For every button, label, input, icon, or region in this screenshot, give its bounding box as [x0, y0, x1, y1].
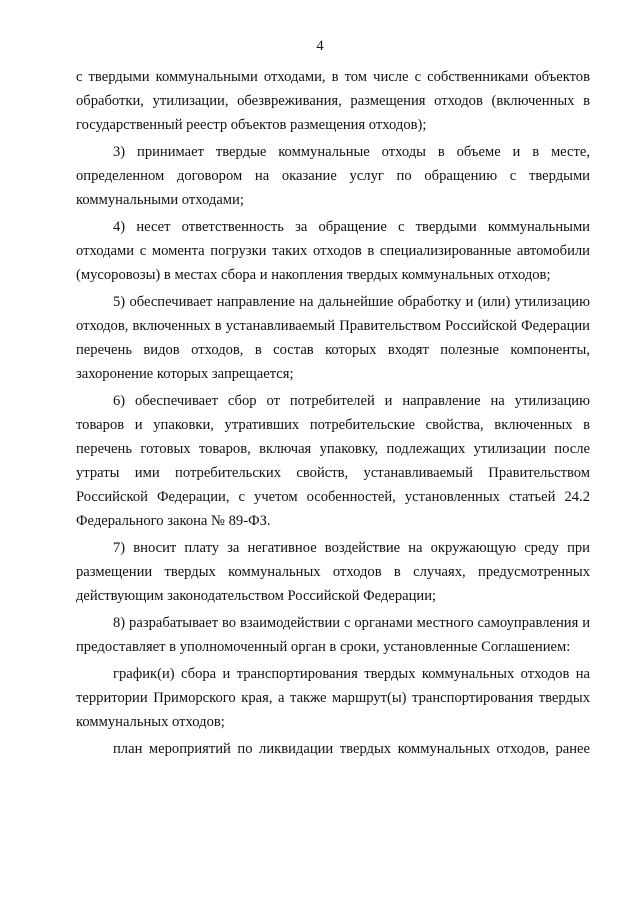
paragraph-item-5: 5) обеспечивает направление на дальнейшие обработку и (или) утилизацию отходов, включенных в устанавливаемый Правительством Российской Федерации перечень видов отходов, в состав которых входят полезные компоненты, захоронение которых запрещается;: [76, 294, 590, 382]
paragraph-item-3: 3) принимает твердые коммунальные отходы в объеме и в месте, определенном договором на оказание услуг по обращению с твердыми коммунальными отходами;: [76, 144, 590, 208]
paragraph-plan: план мероприятий по ликвидации твердых коммунальных отходов, ранее: [113, 741, 590, 757]
document-body: [76, 65, 590, 764]
paragraph-continuation: с твердыми коммунальными отходами, в том числе с собственниками объектов обработки, утилизации, обезвреживания, размещения отходов (включенных в государственный реестр объектов размещения отходов);: [76, 69, 590, 133]
paragraph-item-7: 7) вносит плату за негативное воздействие на окружающую среду при размещении твердых коммунальных отходов в случаях, предусмотренных действующим законодательством Российской Федерации;: [76, 540, 590, 604]
paragraph-item-8: 8) разрабатывает во взаимодействии с органами местного самоуправления и предоставляет в уполномоченный орган в сроки, установленные Соглашением:: [76, 615, 590, 655]
paragraph-schedule: график(и) сбора и транспортирования твердых коммунальных отходов на территории Приморского края, а также маршрут(ы) транспортирования твердых коммунальных отходов;: [76, 666, 590, 730]
paragraph-item-4: 4) несет ответственность за обращение с твердыми коммунальными отходами с момента погрузки таких отходов в специализированные автомобили (мусоровозы) в местах сбора и накопления твердых коммунальных отходов;: [76, 219, 590, 283]
paragraph-item-6: 6) обеспечивает сбор от потребителей и направление на утилизацию товаров и упаковки, утративших потребительские свойства, включенных в перечень готовых товаров, включая упаковку, подлежащих утилизации после утраты ими потребительских свойств, устанавливаемый Правительством Российской Федерации, с учетом особенностей, установленных статьей 24.2 Федерального закона № 89-ФЗ.: [76, 393, 590, 529]
page-number: 4: [316, 38, 324, 54]
